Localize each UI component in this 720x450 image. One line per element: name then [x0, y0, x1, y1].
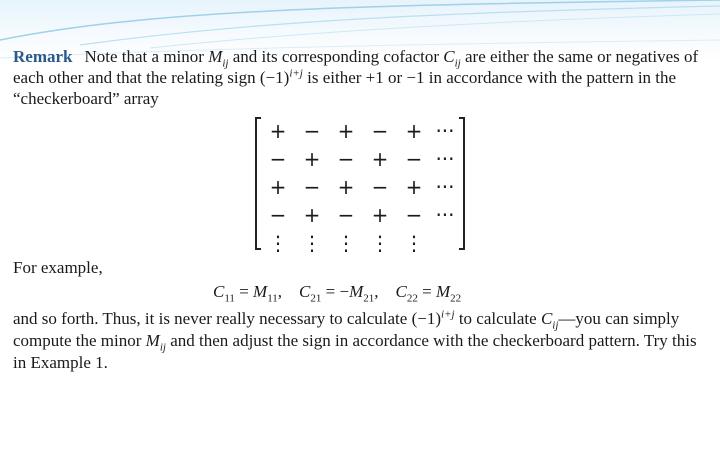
eq-m11-sub: 11: [267, 292, 278, 305]
cofactor-symbol: C: [443, 47, 455, 66]
minor-subscript: ij: [222, 57, 229, 70]
minor-symbol: M: [208, 47, 223, 66]
matrix-cell: ⋮: [268, 231, 288, 255]
matrix-cell: +: [405, 119, 423, 143]
eq-sep1: ,: [277, 282, 300, 301]
remark-text-c: are either the same or negatives of each other and that the relating sign: [13, 47, 699, 87]
eq-c21: C: [299, 282, 311, 301]
eq-c21-sub: 21: [310, 292, 322, 305]
eq-sep2: ,: [374, 282, 396, 301]
matrix-cell: ···: [435, 147, 455, 171]
matrix-cell: −: [405, 147, 423, 171]
eq-m11: M: [253, 282, 268, 301]
para2-cofactor: C: [540, 309, 553, 328]
matrix-cell: +: [405, 175, 423, 199]
matrix-cell: +: [371, 147, 389, 171]
para2-text-b: to calculate: [454, 309, 541, 328]
eq1-sign: =: [234, 282, 254, 301]
matrix-cell: ⋮: [370, 231, 390, 255]
remark-paragraph: [13, 46, 713, 109]
para2-text-d: and then adjust the sign in accordance with the checkerboard pattern. Try this in Example 1.: [13, 331, 697, 372]
matrix-cell: ⋮: [404, 231, 424, 255]
eq-m22: M: [435, 282, 451, 301]
matrix-right-bracket: [459, 117, 465, 250]
remark-text-a: Note that a minor: [84, 47, 209, 66]
matrix-grid: [261, 119, 459, 256]
matrix-cell: ···: [435, 175, 455, 199]
eq-c11-sub: 11: [224, 292, 235, 305]
matrix-cell: [431, 231, 459, 256]
matrix-cell: ···: [435, 119, 455, 143]
for-example-label: For example,: [13, 258, 103, 277]
sign-base: (−1): [259, 68, 290, 87]
matrix-cell: −: [405, 203, 423, 227]
sign-exponent: i+j: [289, 67, 303, 80]
checkerboard-matrix: [255, 117, 465, 255]
matrix-cell: +: [303, 147, 321, 171]
matrix-cell: −: [303, 119, 321, 143]
matrix-cell: +: [337, 175, 355, 199]
matrix-cell: +: [337, 119, 355, 143]
eq-m22-sub: 22: [450, 292, 462, 305]
eq-c11: C: [213, 282, 225, 301]
matrix-cell: −: [269, 147, 287, 171]
remark-text-d: is either +1 or −1 in accordance with the pattern in the “checkerboard” array: [13, 68, 677, 108]
remark-text-b: and its corresponding cofactor: [228, 47, 444, 66]
matrix-cell: −: [371, 119, 389, 143]
matrix-cell: −: [337, 203, 355, 227]
matrix-cell: +: [371, 203, 389, 227]
para2-text-c: —you can simply compute the minor: [13, 309, 680, 350]
matrix-cell: +: [269, 119, 287, 143]
matrix-cell: ⋮: [302, 231, 322, 255]
para2-sign-base: (−1): [411, 309, 442, 328]
eq2-sign: = −: [321, 282, 350, 301]
eq-c22: C: [395, 282, 407, 301]
eq-c22-sub: 22: [406, 292, 418, 305]
para2-minor: M: [145, 331, 160, 350]
eq-m21: M: [349, 282, 364, 301]
eq3-sign: =: [417, 282, 436, 301]
para2-sign-exponent: i+j: [441, 308, 455, 321]
para2-minor-sub: ij: [159, 341, 166, 354]
matrix-cell: ···: [435, 203, 455, 227]
matrix-cell: +: [303, 203, 321, 227]
para2-cofactor-sub: ij: [552, 319, 559, 332]
matrix-cell: ⋮: [336, 231, 356, 255]
followup-paragraph: [13, 308, 713, 374]
matrix-cell: −: [337, 147, 355, 171]
matrix-cell: +: [269, 175, 287, 199]
cofactor-equations: [213, 282, 462, 305]
cofactor-subscript: ij: [454, 57, 461, 70]
matrix-cell: −: [269, 203, 287, 227]
matrix-cell: −: [371, 175, 389, 199]
eq-m21-sub: 21: [363, 292, 375, 305]
matrix-cell: −: [303, 175, 321, 199]
para2-text-a: and so forth. Thus, it is never really necessary to calculate: [13, 309, 412, 328]
remark-heading: Remark: [13, 47, 73, 66]
